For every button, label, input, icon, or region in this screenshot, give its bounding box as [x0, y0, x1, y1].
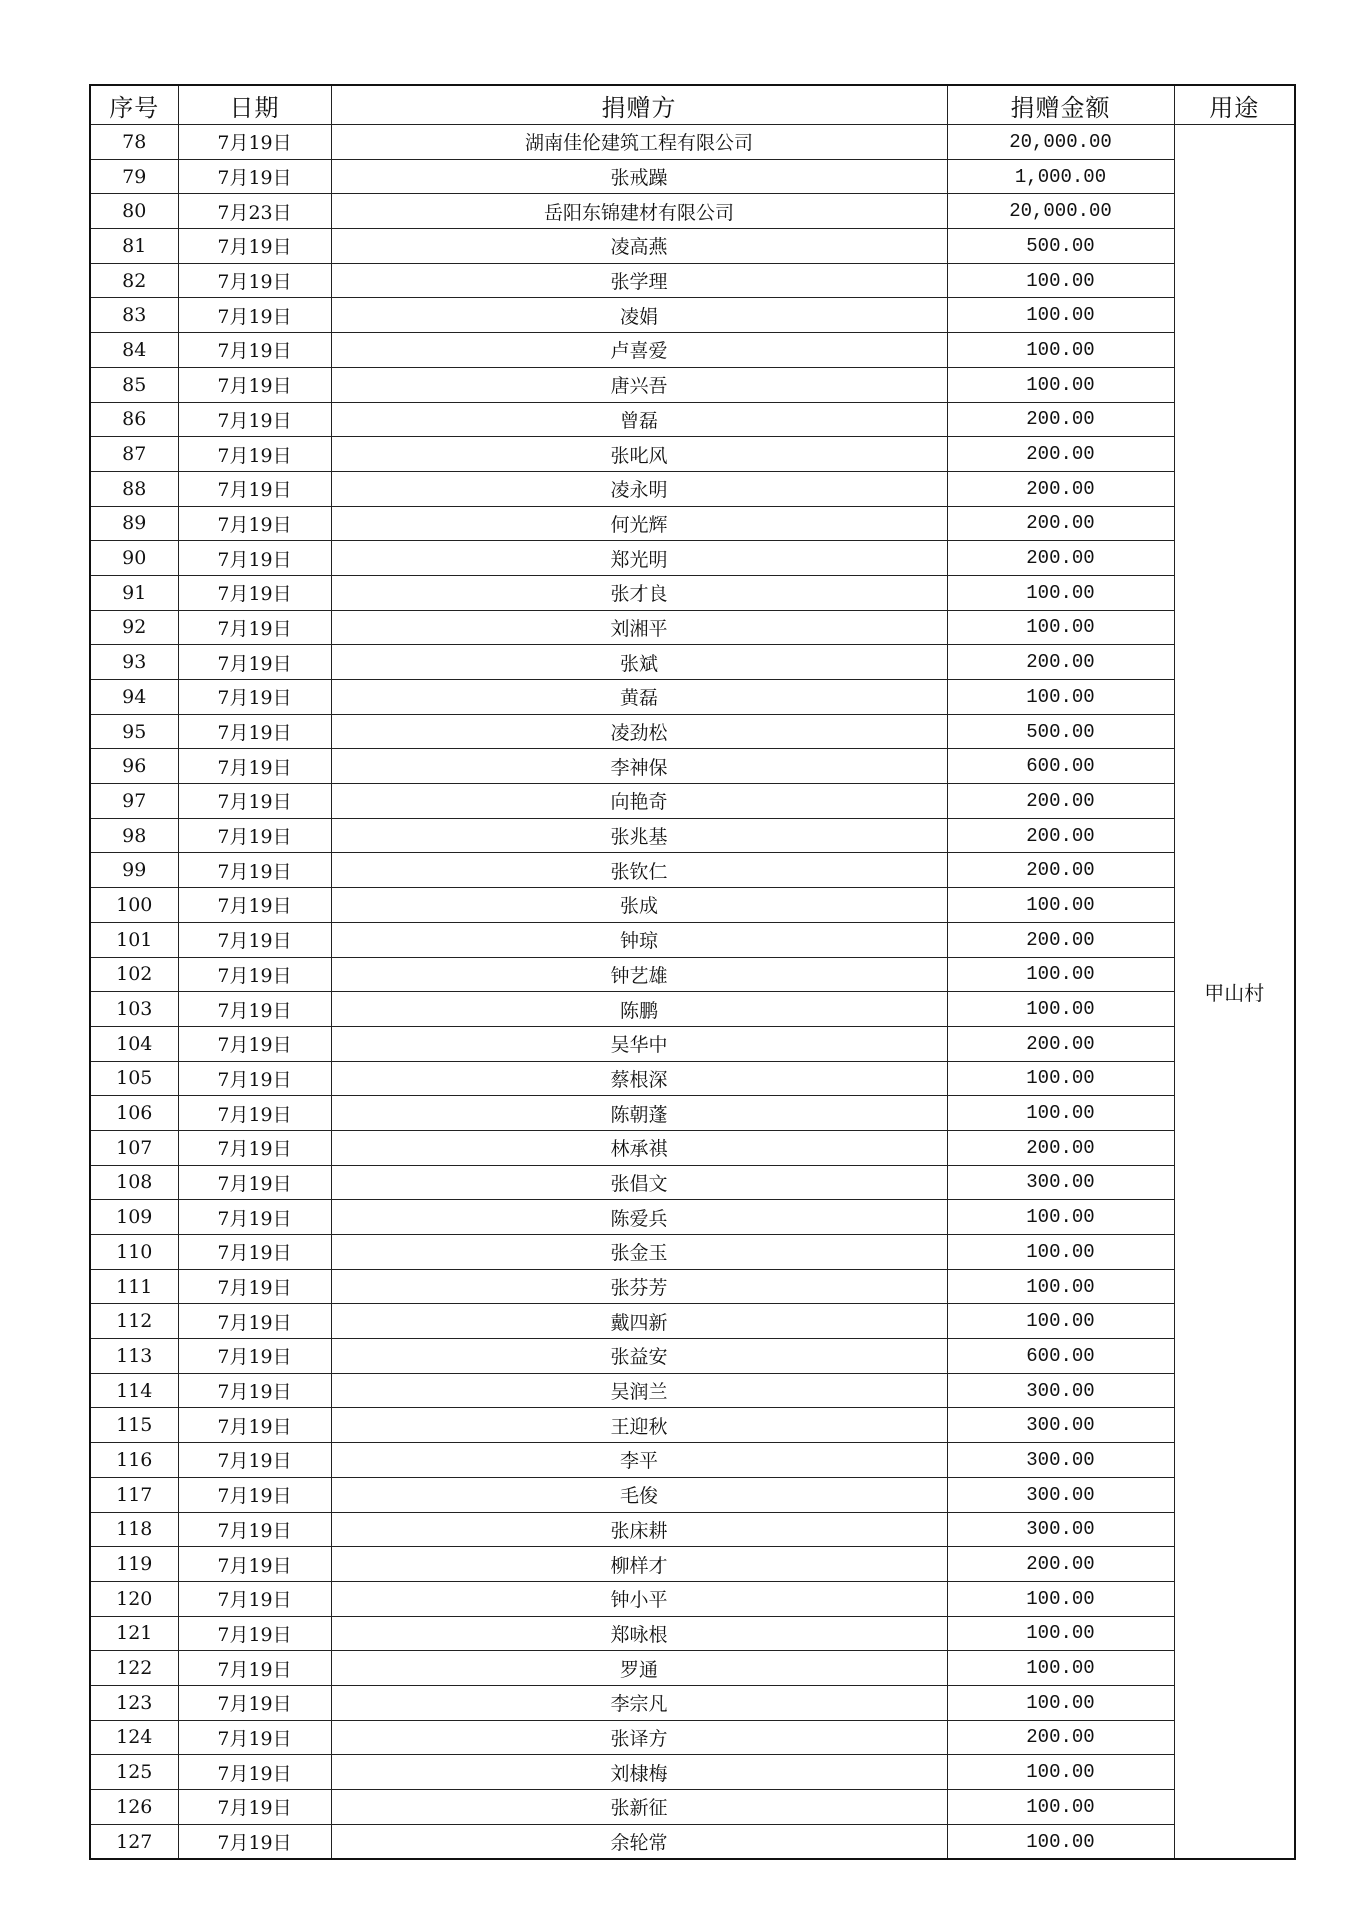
donation-table: [89, 84, 1296, 1860]
cell-amount: 20,000.00: [947, 125, 1174, 160]
cell-no: 124: [90, 1720, 178, 1755]
cell-donor: 钟艺雄: [331, 957, 947, 992]
cell-donor: 张新征: [331, 1790, 947, 1825]
table-row: [90, 1269, 1295, 1304]
cell-amount: 20,000.00: [947, 194, 1174, 229]
table-row: [90, 159, 1295, 194]
cell-date: 7月19日: [178, 1026, 331, 1061]
cell-amount: 100.00: [947, 1304, 1174, 1339]
cell-no: 98: [90, 818, 178, 853]
cell-date: 7月19日: [178, 1235, 331, 1270]
cell-donor: 蔡根深: [331, 1061, 947, 1096]
table-row: [90, 1304, 1295, 1339]
cell-donor: 唐兴吾: [331, 367, 947, 402]
cell-date: 7月19日: [178, 1790, 331, 1825]
cell-amount: 300.00: [947, 1512, 1174, 1547]
cell-no: 112: [90, 1304, 178, 1339]
cell-no: 92: [90, 610, 178, 645]
table-row: [90, 1616, 1295, 1651]
table-row: [90, 1200, 1295, 1235]
cell-date: 7月19日: [178, 263, 331, 298]
cell-amount: 100.00: [947, 1651, 1174, 1686]
cell-no: 126: [90, 1790, 178, 1825]
cell-no: 108: [90, 1165, 178, 1200]
cell-amount: 100.00: [947, 1096, 1174, 1131]
cell-donor: 张倡文: [331, 1165, 947, 1200]
cell-donor: 刘湘平: [331, 610, 947, 645]
cell-amount: 100.00: [947, 1200, 1174, 1235]
cell-no: 100: [90, 888, 178, 923]
cell-amount: 100.00: [947, 1235, 1174, 1270]
cell-date: 7月19日: [178, 645, 331, 680]
cell-amount: 100.00: [947, 333, 1174, 368]
cell-date: 7月19日: [178, 159, 331, 194]
table-row: [90, 575, 1295, 610]
cell-donor: 陈鹏: [331, 992, 947, 1027]
table-row: [90, 1720, 1295, 1755]
cell-donor: 郑咏根: [331, 1616, 947, 1651]
table-row: [90, 194, 1295, 229]
cell-date: 7月19日: [178, 575, 331, 610]
table-row: [90, 784, 1295, 819]
cell-donor: 凌劲松: [331, 714, 947, 749]
table-row: [90, 922, 1295, 957]
cell-no: 105: [90, 1061, 178, 1096]
cell-amount: 100.00: [947, 992, 1174, 1027]
cell-no: 96: [90, 749, 178, 784]
cell-donor: 张芬芳: [331, 1269, 947, 1304]
cell-no: 116: [90, 1443, 178, 1478]
cell-date: 7月19日: [178, 1269, 331, 1304]
cell-no: 122: [90, 1651, 178, 1686]
cell-no: 121: [90, 1616, 178, 1651]
cell-no: 82: [90, 263, 178, 298]
cell-donor: 张译方: [331, 1720, 947, 1755]
cell-no: 91: [90, 575, 178, 610]
cell-donor: 陈爱兵: [331, 1200, 947, 1235]
table-row: [90, 1096, 1295, 1131]
cell-amount: 100.00: [947, 1685, 1174, 1720]
cell-amount: 300.00: [947, 1373, 1174, 1408]
cell-donor: 毛俊: [331, 1477, 947, 1512]
cell-donor: 李神保: [331, 749, 947, 784]
cell-amount: 100.00: [947, 610, 1174, 645]
cell-donor: 张兆基: [331, 818, 947, 853]
table-row: [90, 1512, 1295, 1547]
cell-date: 7月19日: [178, 1443, 331, 1478]
cell-amount: 200.00: [947, 1130, 1174, 1165]
cell-amount: 200.00: [947, 922, 1174, 957]
cell-amount: 300.00: [947, 1443, 1174, 1478]
cell-donor: 何光辉: [331, 506, 947, 541]
cell-donor: 郑光明: [331, 541, 947, 576]
cell-donor: 凌永明: [331, 471, 947, 506]
cell-amount: 300.00: [947, 1477, 1174, 1512]
cell-no: 78: [90, 125, 178, 160]
cell-no: 97: [90, 784, 178, 819]
cell-donor: 钟琼: [331, 922, 947, 957]
cell-date: 7月19日: [178, 125, 331, 160]
cell-donor: 余轮常: [331, 1824, 947, 1859]
cell-no: 90: [90, 541, 178, 576]
cell-amount: 200.00: [947, 541, 1174, 576]
cell-amount: 100.00: [947, 957, 1174, 992]
table-row: [90, 1790, 1295, 1825]
cell-date: 7月19日: [178, 1616, 331, 1651]
cell-donor: 陈朝蓬: [331, 1096, 947, 1131]
header-row: [90, 85, 1295, 125]
cell-amount: 100.00: [947, 298, 1174, 333]
cell-donor: 黄磊: [331, 680, 947, 715]
cell-no: 88: [90, 471, 178, 506]
header-date: 日期: [178, 85, 331, 125]
cell-no: 103: [90, 992, 178, 1027]
cell-no: 83: [90, 298, 178, 333]
cell-donor: 张戒躁: [331, 159, 947, 194]
cell-no: 110: [90, 1235, 178, 1270]
cell-no: 119: [90, 1547, 178, 1582]
cell-amount: 100.00: [947, 1824, 1174, 1859]
cell-date: 7月19日: [178, 922, 331, 957]
cell-date: 7月19日: [178, 367, 331, 402]
table-row: [90, 1581, 1295, 1616]
cell-no: 127: [90, 1824, 178, 1859]
table-row: [90, 888, 1295, 923]
table-row: [90, 1685, 1295, 1720]
table-row: [90, 1477, 1295, 1512]
table-row: [90, 229, 1295, 264]
cell-amount: 200.00: [947, 784, 1174, 819]
cell-donor: 卢喜爱: [331, 333, 947, 368]
cell-no: 123: [90, 1685, 178, 1720]
cell-donor: 张金玉: [331, 1235, 947, 1270]
cell-donor: 曾磊: [331, 402, 947, 437]
cell-amount: 200.00: [947, 437, 1174, 472]
cell-amount: 200.00: [947, 818, 1174, 853]
cell-amount: 100.00: [947, 575, 1174, 610]
table-row: [90, 818, 1295, 853]
cell-no: 115: [90, 1408, 178, 1443]
table-row: [90, 298, 1295, 333]
table-row: [90, 749, 1295, 784]
cell-purpose: 甲山村: [1174, 125, 1295, 1860]
cell-date: 7月19日: [178, 1512, 331, 1547]
cell-donor: 张床耕: [331, 1512, 947, 1547]
cell-no: 120: [90, 1581, 178, 1616]
cell-donor: 张钦仁: [331, 853, 947, 888]
table-row: [90, 1339, 1295, 1374]
cell-date: 7月19日: [178, 1685, 331, 1720]
cell-date: 7月19日: [178, 1408, 331, 1443]
table-row: [90, 263, 1295, 298]
table-row: [90, 471, 1295, 506]
cell-date: 7月19日: [178, 1130, 331, 1165]
cell-donor: 钟小平: [331, 1581, 947, 1616]
cell-no: 113: [90, 1339, 178, 1374]
cell-date: 7月19日: [178, 333, 331, 368]
cell-amount: 100.00: [947, 1755, 1174, 1790]
cell-date: 7月19日: [178, 1581, 331, 1616]
cell-no: 117: [90, 1477, 178, 1512]
cell-date: 7月19日: [178, 402, 331, 437]
cell-amount: 100.00: [947, 1581, 1174, 1616]
cell-amount: 200.00: [947, 402, 1174, 437]
header-no: 序号: [90, 85, 178, 125]
cell-donor: 柳样才: [331, 1547, 947, 1582]
cell-amount: 100.00: [947, 1061, 1174, 1096]
cell-date: 7月19日: [178, 541, 331, 576]
cell-no: 87: [90, 437, 178, 472]
table-row: [90, 610, 1295, 645]
cell-donor: 刘棣梅: [331, 1755, 947, 1790]
cell-no: 94: [90, 680, 178, 715]
cell-date: 7月19日: [178, 888, 331, 923]
cell-donor: 戴四新: [331, 1304, 947, 1339]
table-row: [90, 437, 1295, 472]
cell-no: 95: [90, 714, 178, 749]
cell-date: 7月19日: [178, 610, 331, 645]
table-row: [90, 1408, 1295, 1443]
cell-date: 7月19日: [178, 1200, 331, 1235]
cell-date: 7月19日: [178, 229, 331, 264]
cell-no: 86: [90, 402, 178, 437]
table-row: [90, 1235, 1295, 1270]
cell-amount: 200.00: [947, 645, 1174, 680]
cell-no: 80: [90, 194, 178, 229]
donation-table-sheet: [89, 84, 1294, 1860]
cell-amount: 100.00: [947, 680, 1174, 715]
header-purpose: 用途: [1174, 85, 1295, 125]
table-row: [90, 402, 1295, 437]
cell-amount: 500.00: [947, 714, 1174, 749]
cell-no: 104: [90, 1026, 178, 1061]
cell-amount: 300.00: [947, 1408, 1174, 1443]
table-row: [90, 957, 1295, 992]
cell-donor: 凌高燕: [331, 229, 947, 264]
table-row: [90, 1755, 1295, 1790]
cell-no: 118: [90, 1512, 178, 1547]
cell-date: 7月19日: [178, 1755, 331, 1790]
cell-amount: 200.00: [947, 853, 1174, 888]
cell-amount: 200.00: [947, 1720, 1174, 1755]
table-row: [90, 1165, 1295, 1200]
header-amount: 捐赠金额: [947, 85, 1174, 125]
table-row: [90, 1824, 1295, 1859]
table-row: [90, 506, 1295, 541]
cell-donor: 李宗凡: [331, 1685, 947, 1720]
table-row: [90, 125, 1295, 160]
cell-no: 102: [90, 957, 178, 992]
table-row: [90, 1373, 1295, 1408]
cell-amount: 200.00: [947, 471, 1174, 506]
cell-date: 7月19日: [178, 853, 331, 888]
cell-donor: 李平: [331, 1443, 947, 1478]
cell-date: 7月19日: [178, 298, 331, 333]
cell-amount: 100.00: [947, 367, 1174, 402]
cell-donor: 向艳奇: [331, 784, 947, 819]
cell-date: 7月19日: [178, 749, 331, 784]
cell-date: 7月19日: [178, 506, 331, 541]
cell-no: 114: [90, 1373, 178, 1408]
cell-date: 7月19日: [178, 714, 331, 749]
cell-no: 101: [90, 922, 178, 957]
cell-date: 7月19日: [178, 1339, 331, 1374]
cell-donor: 张才良: [331, 575, 947, 610]
table-header: [90, 85, 1295, 125]
cell-amount: 200.00: [947, 506, 1174, 541]
cell-date: 7月19日: [178, 957, 331, 992]
cell-donor: 岳阳东锦建材有限公司: [331, 194, 947, 229]
table-row: [90, 1547, 1295, 1582]
cell-donor: 张叱风: [331, 437, 947, 472]
cell-amount: 100.00: [947, 1790, 1174, 1825]
cell-date: 7月19日: [178, 1061, 331, 1096]
table-row: [90, 853, 1295, 888]
cell-no: 107: [90, 1130, 178, 1165]
cell-amount: 1,000.00: [947, 159, 1174, 194]
table-row: [90, 541, 1295, 576]
cell-donor: 吴华中: [331, 1026, 947, 1061]
cell-donor: 湖南佳伦建筑工程有限公司: [331, 125, 947, 160]
cell-date: 7月19日: [178, 1720, 331, 1755]
table-row: [90, 367, 1295, 402]
cell-donor: 张益安: [331, 1339, 947, 1374]
cell-date: 7月19日: [178, 437, 331, 472]
cell-amount: 600.00: [947, 749, 1174, 784]
cell-no: 89: [90, 506, 178, 541]
cell-no: 93: [90, 645, 178, 680]
cell-date: 7月19日: [178, 1477, 331, 1512]
cell-amount: 100.00: [947, 1616, 1174, 1651]
cell-amount: 100.00: [947, 263, 1174, 298]
cell-no: 106: [90, 1096, 178, 1131]
table-row: [90, 1651, 1295, 1686]
cell-no: 85: [90, 367, 178, 402]
cell-date: 7月19日: [178, 680, 331, 715]
table-row: [90, 645, 1295, 680]
table-body: [90, 125, 1295, 1860]
cell-amount: 300.00: [947, 1165, 1174, 1200]
cell-date: 7月19日: [178, 818, 331, 853]
cell-no: 99: [90, 853, 178, 888]
cell-date: 7月19日: [178, 1651, 331, 1686]
cell-date: 7月19日: [178, 1547, 331, 1582]
cell-donor: 吴润兰: [331, 1373, 947, 1408]
cell-date: 7月23日: [178, 194, 331, 229]
cell-date: 7月19日: [178, 1373, 331, 1408]
cell-date: 7月19日: [178, 1096, 331, 1131]
table-row: [90, 680, 1295, 715]
cell-amount: 100.00: [947, 1269, 1174, 1304]
cell-no: 111: [90, 1269, 178, 1304]
table-row: [90, 992, 1295, 1027]
table-row: [90, 333, 1295, 368]
cell-donor: 林承祺: [331, 1130, 947, 1165]
cell-donor: 王迎秋: [331, 1408, 947, 1443]
cell-amount: 200.00: [947, 1547, 1174, 1582]
table-row: [90, 714, 1295, 749]
header-donor: 捐赠方: [331, 85, 947, 125]
cell-date: 7月19日: [178, 471, 331, 506]
cell-amount: 200.00: [947, 1026, 1174, 1061]
cell-no: 79: [90, 159, 178, 194]
cell-amount: 600.00: [947, 1339, 1174, 1374]
cell-date: 7月19日: [178, 1824, 331, 1859]
table-row: [90, 1130, 1295, 1165]
cell-donor: 罗通: [331, 1651, 947, 1686]
cell-date: 7月19日: [178, 784, 331, 819]
table-row: [90, 1443, 1295, 1478]
cell-amount: 100.00: [947, 888, 1174, 923]
cell-date: 7月19日: [178, 1304, 331, 1339]
cell-donor: 张学理: [331, 263, 947, 298]
cell-no: 125: [90, 1755, 178, 1790]
cell-donor: 张斌: [331, 645, 947, 680]
cell-no: 109: [90, 1200, 178, 1235]
cell-date: 7月19日: [178, 992, 331, 1027]
cell-amount: 500.00: [947, 229, 1174, 264]
table-row: [90, 1061, 1295, 1096]
cell-no: 84: [90, 333, 178, 368]
cell-date: 7月19日: [178, 1165, 331, 1200]
cell-donor: 凌娟: [331, 298, 947, 333]
table-row: [90, 1026, 1295, 1061]
cell-no: 81: [90, 229, 178, 264]
cell-donor: 张成: [331, 888, 947, 923]
